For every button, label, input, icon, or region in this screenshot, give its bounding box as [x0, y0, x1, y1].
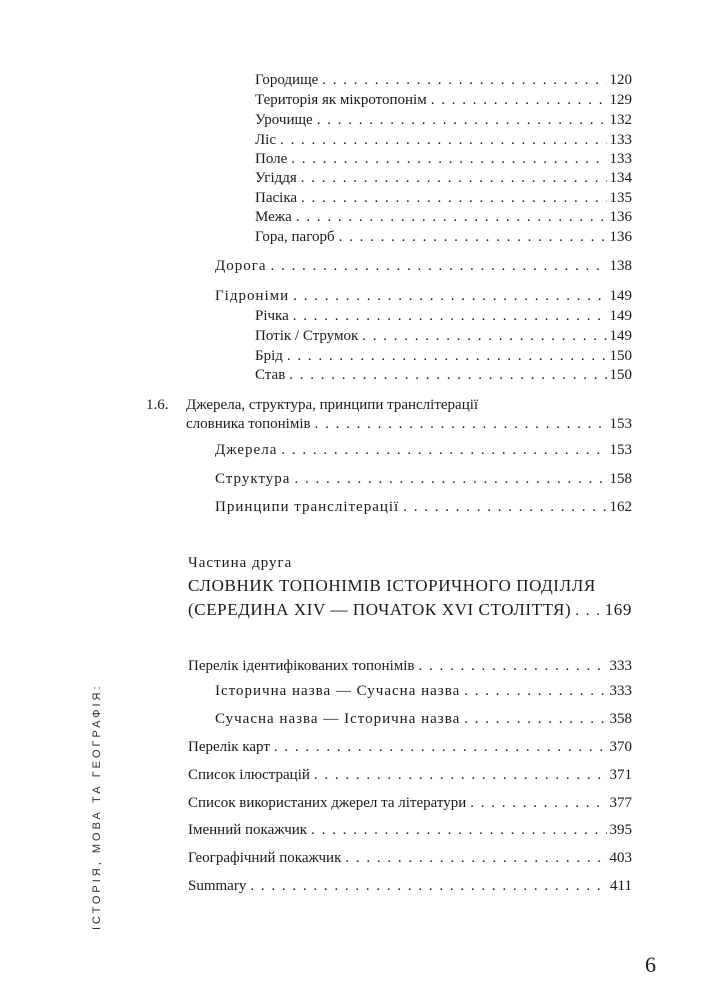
toc-entry-label: (СЕРЕДИНА XIV — ПОЧАТОК XVI СТОЛІТТЯ) [188, 600, 572, 619]
leader-dots [293, 306, 607, 326]
toc-entry[interactable] [255, 90, 632, 110]
part-label: Частина друга [188, 555, 293, 571]
toc-entry-label: Принципи транслітерації [215, 499, 400, 515]
leader-dots [315, 414, 607, 434]
toc-entry-label: Гора, пагорб [255, 229, 335, 245]
toc-entry-page: 411 [610, 878, 632, 894]
toc-entry-part-two[interactable] [188, 599, 632, 622]
toc-entry-label: Ліс [255, 132, 276, 148]
toc-entry-page: 158 [609, 471, 632, 487]
toc-entry-label: Гідроніми [215, 288, 290, 304]
toc-entry-page: 153 [609, 442, 632, 458]
toc-entry-page: 371 [609, 767, 632, 783]
toc-entry-page: 134 [609, 170, 632, 186]
leader-dots [294, 469, 606, 489]
toc-entry[interactable] [255, 306, 632, 326]
toc-entry-page: 149 [609, 328, 632, 344]
toc-entry-label: Урочище [255, 112, 313, 128]
toc-entry-page: 395 [609, 822, 632, 838]
toc-entry-page: 149 [609, 308, 632, 324]
leader-dots [301, 168, 607, 188]
leader-dots [271, 256, 607, 276]
leader-dots [322, 70, 606, 90]
toc-entry-label: Став [255, 367, 286, 383]
toc-entry-page: 132 [609, 112, 632, 128]
part-title: СЛОВНИК ТОПОНІМІВ ІСТОРИЧНОГО ПОДІЛЛЯ [188, 576, 596, 595]
leader-dots [419, 656, 607, 676]
toc-entry-label: Поле [255, 151, 288, 167]
toc-entry[interactable] [255, 130, 632, 150]
toc-entry-identified[interactable] [188, 656, 632, 676]
toc-entry-page: 333 [609, 658, 632, 674]
toc-entry[interactable] [255, 346, 632, 366]
section-number: 1.6. [146, 397, 169, 413]
leader-dots [431, 90, 607, 110]
running-header-vertical: ІСТОРІЯ, МОВА ТА ГЕОГРАФІЯ: [91, 683, 103, 930]
toc-entry[interactable] [255, 207, 632, 227]
toc-entry-page: 169 [604, 600, 632, 619]
toc-entry-label: Географічний покажчик [188, 850, 342, 866]
toc-entry[interactable] [188, 793, 632, 813]
toc-entry-page: 135 [609, 190, 632, 206]
toc-entry[interactable] [255, 365, 632, 385]
leader-dots [314, 765, 607, 785]
toc-entry-label: Межа [255, 209, 292, 225]
toc-entry-label: Список використаних джерел та літератури [188, 795, 467, 811]
leader-dots [250, 876, 607, 896]
leader-dots [311, 820, 606, 840]
toc-entry-doroga[interactable] [215, 256, 632, 276]
toc-entry-label: Сучасна назва — Історична назва [215, 711, 461, 727]
leader-dots [287, 346, 607, 366]
leader-dots [281, 440, 606, 460]
toc-entry-label: Список ілюстрацій [188, 767, 310, 783]
toc-entry-label: Перелік карт [188, 739, 270, 755]
toc-entry-page: 133 [609, 132, 632, 148]
leader-dots [470, 793, 606, 813]
toc-entry-page: 149 [609, 288, 632, 304]
toc-entry-label: Структура [215, 471, 291, 487]
toc-entry-label: Іменний покажчик [188, 822, 308, 838]
leader-dots [301, 188, 606, 208]
leader-dots [291, 149, 606, 169]
toc-entry[interactable] [188, 765, 632, 785]
page-number: 6 [645, 952, 656, 977]
toc-entry[interactable] [255, 149, 632, 169]
toc-entry[interactable] [188, 737, 632, 757]
leader-dots [317, 110, 607, 130]
toc-entry-label: Угіддя [255, 170, 297, 186]
toc-entry-section-1-6[interactable] [186, 414, 632, 434]
toc-entry[interactable] [188, 820, 632, 840]
toc-entry-label: Історична назва — Сучасна назва [215, 683, 461, 699]
leader-dots [362, 326, 606, 346]
leader-dots [293, 286, 606, 306]
leader-dots [464, 709, 606, 729]
toc-entry-page: 133 [609, 151, 632, 167]
section-title-line: Джерела, структура, принципи транслітерації [186, 397, 479, 413]
toc-entry-label: Городище [255, 72, 319, 88]
toc-entry[interactable] [255, 70, 632, 90]
toc-entry-label: словника топонімів [186, 416, 311, 432]
toc-entry-page: 120 [609, 72, 632, 88]
toc-entry-label: Дорога [215, 258, 267, 274]
toc-entry-label: Брід [255, 348, 283, 364]
toc-entry[interactable] [255, 188, 632, 208]
leader-dots [464, 681, 606, 701]
toc-entry-page: 162 [609, 499, 632, 515]
leader-dots [575, 600, 601, 622]
toc-entry-page: 403 [609, 850, 632, 866]
toc-entry-hydronyms[interactable] [215, 286, 632, 306]
toc-entry-label: Річка [255, 308, 289, 324]
toc-entry-page: 358 [609, 711, 632, 727]
toc-entry[interactable] [215, 681, 632, 701]
toc-entry[interactable] [215, 709, 632, 729]
toc-entry-page: 136 [609, 229, 632, 245]
leader-dots [274, 737, 607, 757]
toc-entry-page: 129 [609, 92, 632, 108]
toc-entry-page: 377 [609, 795, 632, 811]
toc-entry-page: 138 [609, 258, 632, 274]
toc-entry[interactable] [215, 469, 632, 489]
toc-entry-label: Пасіка [255, 190, 298, 206]
toc-entry[interactable] [255, 168, 632, 188]
toc-entry[interactable] [255, 326, 632, 346]
leader-dots [289, 365, 606, 385]
toc-entry-label: Джерела [215, 442, 278, 458]
toc-entry[interactable] [215, 497, 632, 517]
toc-entry-label: Потік / Струмок [255, 328, 359, 344]
toc-entry[interactable] [188, 876, 632, 896]
leader-dots [403, 497, 606, 517]
toc-entry-page: 370 [609, 739, 632, 755]
toc-entry[interactable] [188, 848, 632, 868]
leader-dots [296, 207, 607, 227]
toc-entry-page: 333 [609, 683, 632, 699]
toc-entry[interactable] [215, 440, 632, 460]
toc-entry[interactable] [255, 227, 632, 247]
toc-entry[interactable] [255, 110, 632, 130]
toc-entry-page: 136 [609, 209, 632, 225]
leader-dots [345, 848, 606, 868]
leader-dots [339, 227, 607, 247]
toc-entry-label: Summary [188, 878, 247, 894]
toc-entry-page: 150 [609, 367, 632, 383]
toc-entry-label: Перелік ідентифікованих топонімів [188, 658, 415, 674]
leader-dots [280, 130, 607, 150]
toc-entry-page: 153 [609, 416, 632, 432]
toc-entry-label: Територія як мікротопонім [255, 92, 427, 108]
toc-entry-page: 150 [609, 348, 632, 364]
